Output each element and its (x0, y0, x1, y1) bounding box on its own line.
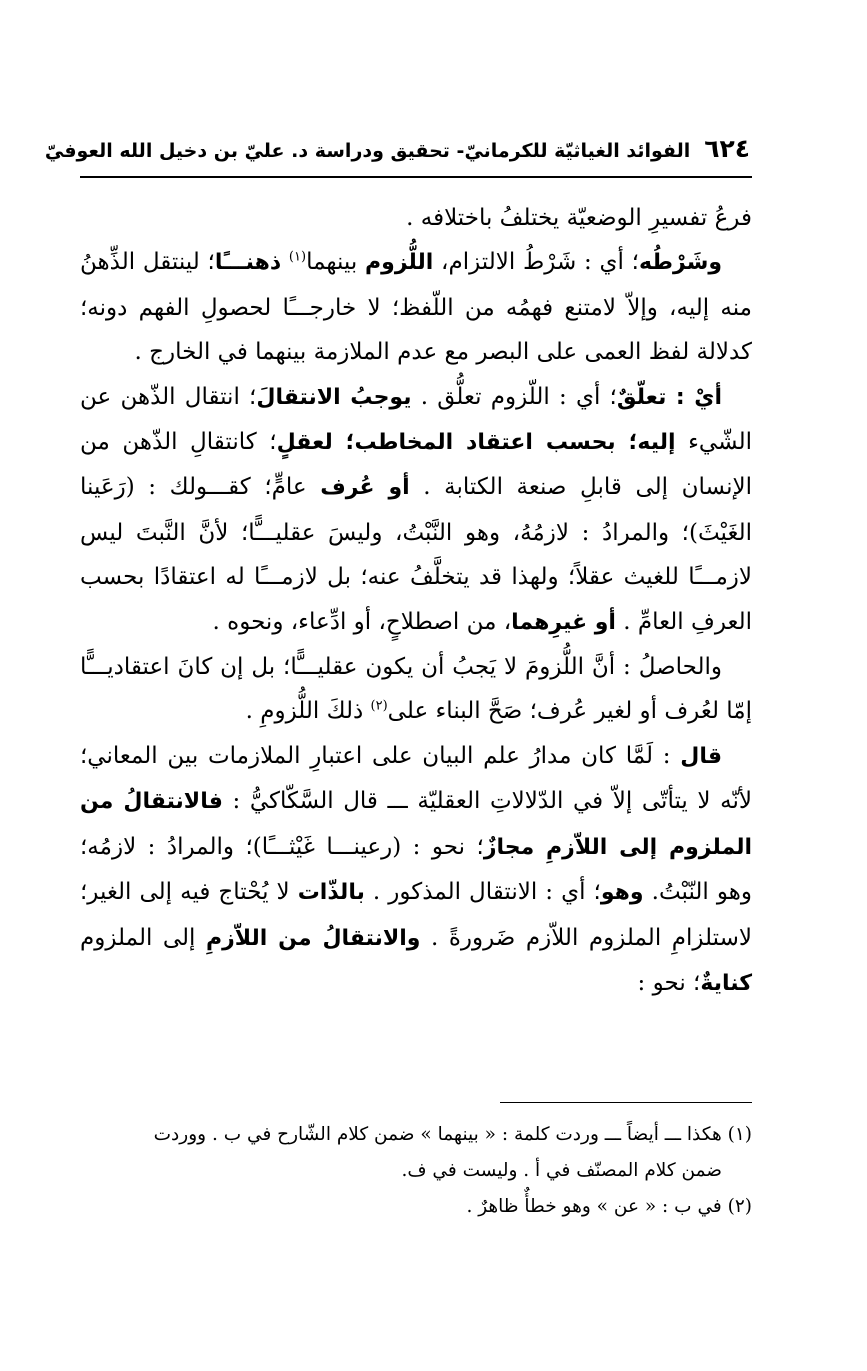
page-number: ٦٢٤ (704, 134, 750, 163)
running-header (44, 134, 750, 163)
footnote-rule (500, 1102, 752, 1103)
footnote-ref-2[interactable]: (٢) (370, 698, 388, 714)
footnote-ref-1[interactable]: (١) (288, 249, 307, 265)
paragraph-2: وشَرْطُه؛ أي : شَرْطُ الالتزام، اللُّزوم بينهما$^{(١)}$ ذهنـــًا؛ لينتقل الذِّهنُ منه إليه، وإلاّ لامتنع فهمُه من اللّفظ؛ لا خارجـــًا لحصولِ الفهم دونه؛ كدلالة لفظ العمى على البصر مع عدم الملازمة بينهما في الخارج . (80, 249, 752, 366)
paragraph-5: قال : لَمَّا كان مدارُ علم البيان على اعتبارِ الملازمات بين المعاني؛ لأنّه لا يتأتّى إلاّ في الدّلالاتِ العقليّة ـــ قال السَّكّاكيُّ : فالانتقالُ من الملزوم إلى اللاّزمِ مجازٌ؛ نحو : (رعينـــا غَيْثـــًا)؛ والمرادُ : لازمُه؛ وهو النّبْتُ. وهو؛ أي : الانتقال المذكور . بالذّات لا يُحْتاج فيه إلى الغير؛ لاستلزامِ الملزوم اللاّزم ضَرورةً . والانتقالُ من اللاّزمِ إلى الملزوم كنايةٌ؛ نحو : (80, 742, 753, 996)
footnotes (80, 1117, 752, 1225)
footnote-2: (٢) في ب : « عن » وهو خطأٌ ظاهرٌ . (466, 1196, 752, 1217)
paragraph-4: والحاصلُ : أنَّ اللُّزومَ لا يَجبُ أن يكون عقليـــًّا؛ بل إن كانَ اعتقاديـــًّا إمّا لعُرف أو لغير عُرف؛ صَحَّ البناء على$^{(٢)}$ ذلكَ اللُّزومِ . (80, 654, 752, 725)
running-title: الفوائد الغياثيّة للكرمانيّ- تحقيق ودراسة د. عليّ بن دخيل الله العوفيّ (44, 140, 691, 162)
footnote-1: (١) هكذا ـــ أيضاً ـــ وردت كلمة : « بينهما » ضمن كلام الشّارح في ب . ووردت (153, 1124, 752, 1145)
paragraph-3: أيْ : تعلّقٌ؛ أي : اللّزوم تعلُّق . يوجبُ الانتقالَ؛ انتقال الذّهن عن الشّيء إليه؛ بحسب اعتقاد المخاطب؛ لعقلٍ؛ كانتقالِ الذّهن من الإنسان إلى قابلِ صنعة الكتابة . أو عُرف عامٍّ؛ كقـــولك : (رَعَينا الغَيْثَ)؛ والمرادُ : لازمُهُ، وهو النَّبْتُ، وليسَ عقليـــًّا؛ لأنَّ النَّبتَ ليس لازمـــًا للغيث عقلاً؛ ولهذا قد يتخلَّفُ عنه؛ بل لازمـــًا له اعتقادًا بحسب العرفِ العامِّ . أو غيرِهما، من اصطلاحٍ، أو ادِّعاء، ونحوه . (80, 383, 752, 635)
footnote-1-continued: ضمن كلام المصنّف في أ . وليست في ف. (401, 1160, 722, 1181)
paragraph-1: فرعُ تفسيرِ الوضعيّة يختلفُ باختلافه . (406, 205, 752, 231)
body-text (80, 196, 752, 1006)
header-rule (80, 176, 752, 178)
